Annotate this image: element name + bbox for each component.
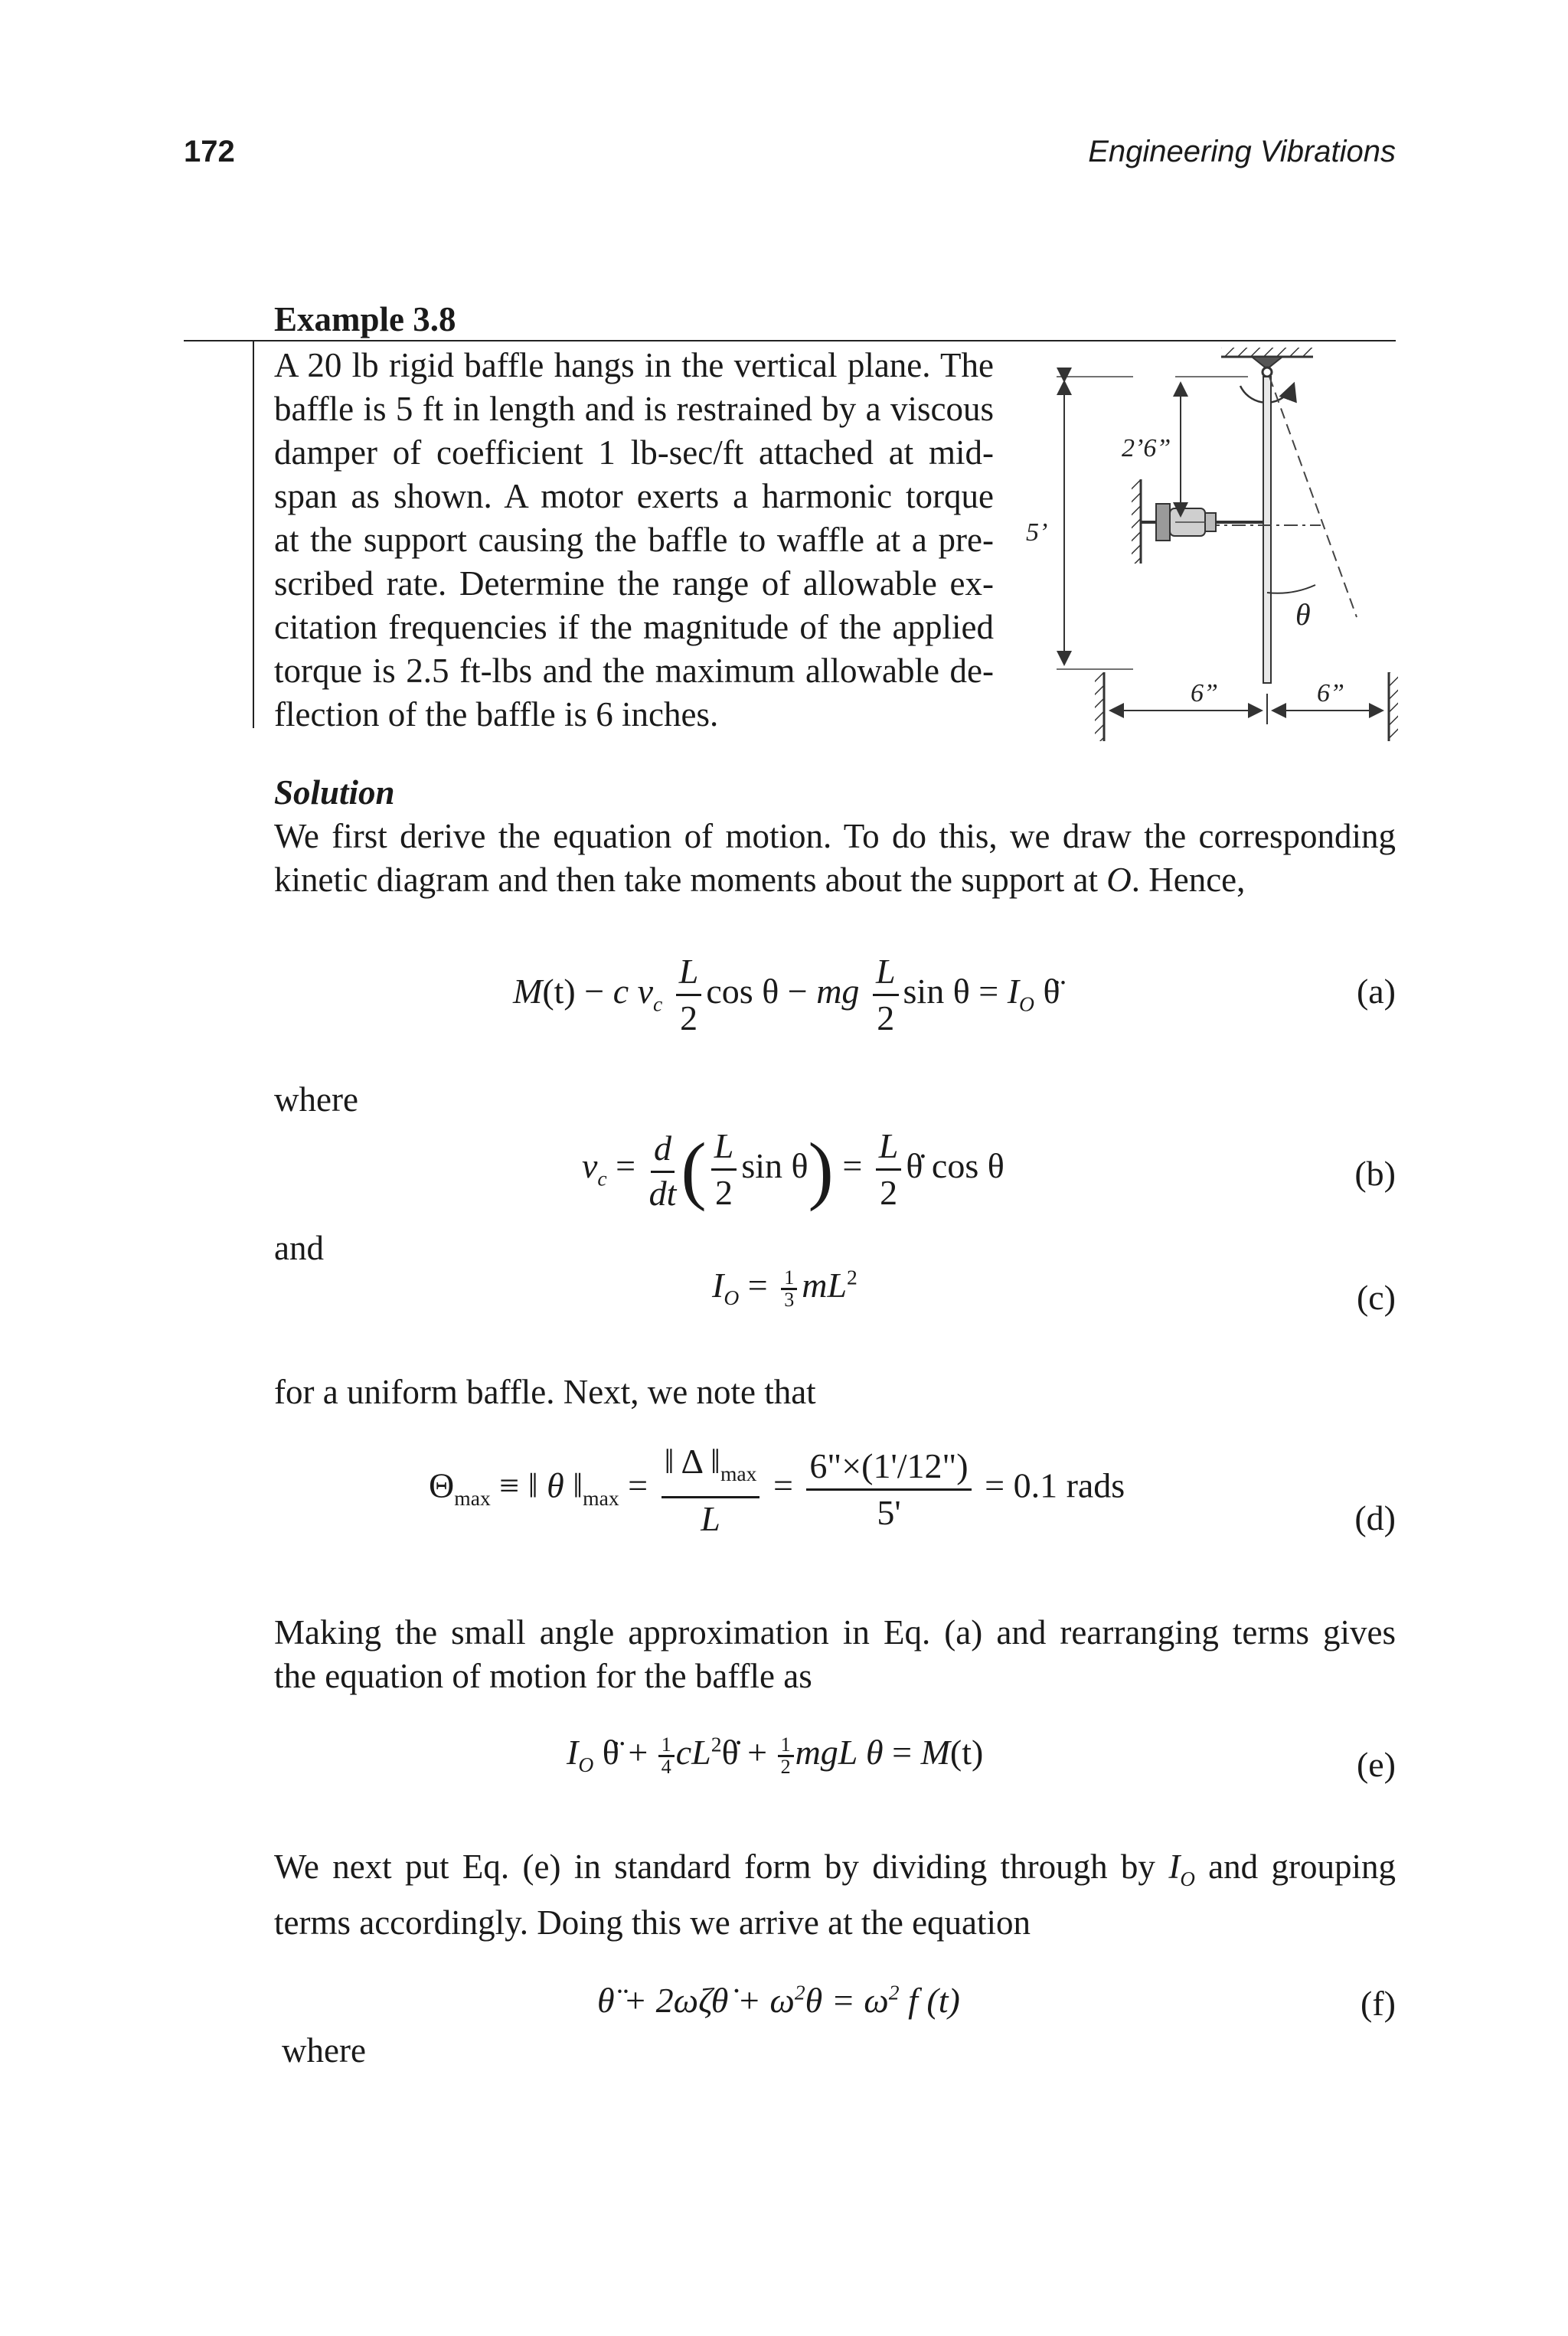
example-line: A 20 lb rigid baffle hangs in the vertical plane. The [274, 346, 994, 384]
equation-b: $v_c$ = $\frac{d}{dt}$ ( $\frac{L}{2}$ sin θ) = $\frac{L}{2}$ θ̇ cos θ [582, 1124, 1004, 1215]
example-body [274, 344, 994, 737]
example-line: citation frequencies if the magnitude of the applied [274, 608, 994, 646]
example-title: Example 3.8 [274, 300, 456, 338]
where-label-2: where [282, 2031, 366, 2070]
baffle-figure [1018, 341, 1409, 747]
right-gap-label: 6” [1317, 679, 1344, 707]
equation-a-label: (a) [1356, 972, 1396, 1011]
standard-line-1: We next put Eq. (e) in standard form by dividing through by $I_O$ and grouping [274, 1848, 1396, 1890]
small-angle-text [274, 1611, 1396, 1698]
example-line: scribed rate. Determine the range of allowable ex- [274, 564, 994, 603]
example-left-rule [253, 341, 254, 728]
equation-e: $I_O$ θ̈ + $\frac{1}{4}$ $cL^2\thetȧ$ + $\frac{1}{2}$ mgL θ = M(t) [567, 1732, 984, 1778]
example-line: damper of coefficient 1 lb-sec/ft attached at mid- [274, 433, 994, 472]
intro-line-2: kinetic diagram and then take moments about the support at O. Hence, [274, 861, 1246, 899]
angle-label: θ [1295, 597, 1311, 632]
length-dimension [1057, 377, 1133, 669]
ceiling-support [1221, 348, 1313, 377]
equation-f-label: (f) [1361, 1984, 1396, 2023]
equation-a: M(t) − c $v_c$ $\frac{L}{2}$ cos θ − mg $\frac{L}{2}$ $\sin \theta = I_O$ θ̈ [513, 949, 1060, 1041]
small-angle-line-1: Making the small angle approximation in Eq. (a) and rearranging terms gives [274, 1613, 1396, 1652]
midspan-label: 2’6” [1122, 434, 1171, 462]
solution-heading: Solution [274, 773, 395, 812]
equation-c-label: (c) [1356, 1278, 1396, 1317]
example-line: flection of the baffle is 6 inches. [274, 695, 719, 733]
standard-form-text [274, 1845, 1396, 1945]
length-label: 5’ [1026, 518, 1048, 547]
equation-b-label: (b) [1354, 1154, 1396, 1193]
deflected-position [1269, 377, 1357, 617]
intro-line-1: We first derive the equation of motion. To do this, we draw the corresponding [274, 817, 1396, 855]
and-label: and [274, 1229, 324, 1267]
example-line: baffle is 5 ft in length and is restrained by a viscous [274, 390, 994, 428]
equation-d: $\Theta_{max}$ ≡ ‖ θ $‖_{max}$ = $\frac{‖ \Delta ‖_{max}}{L}$ = $\frac{6"\times(1'/12")}{5'}$ = 0.1 rads [429, 1439, 1125, 1539]
baffle-rod [1263, 377, 1271, 683]
viscous-damper [1132, 479, 1263, 564]
equation-e-label: (e) [1356, 1745, 1396, 1784]
solution-intro [274, 815, 1396, 902]
equation-f: θ̈ + 2ωζθ̇ + $\omega^2\theta = \omega^2$ f (t) [597, 1980, 960, 2020]
midspan-dimension [1175, 377, 1248, 522]
example-line: span as shown. A motor exerts a harmonic torque [274, 477, 994, 515]
small-angle-line-2: the equation of motion for the baffle as [274, 1657, 812, 1695]
example-line: torque is 2.5 ft-lbs and the maximum allowable de- [274, 652, 994, 690]
standard-line-2: terms accordingly. Doing this we arrive at the equation [274, 1903, 1031, 1942]
equation-d-label: (d) [1354, 1498, 1396, 1537]
stop-walls [1095, 672, 1398, 741]
uniform-baffle-text: for a uniform baffle. Next, we note that [274, 1373, 816, 1411]
left-gap-label: 6” [1191, 679, 1218, 707]
page-number: 172 [184, 135, 235, 168]
equation-c: $I_O$ = $\frac{1}{3}$ $mL^2$ [712, 1265, 858, 1311]
running-title: Engineering Vibrations [1088, 135, 1396, 168]
example-line: at the support causing the baffle to waffle at a pre- [274, 521, 994, 559]
where-label-1: where [274, 1080, 358, 1119]
